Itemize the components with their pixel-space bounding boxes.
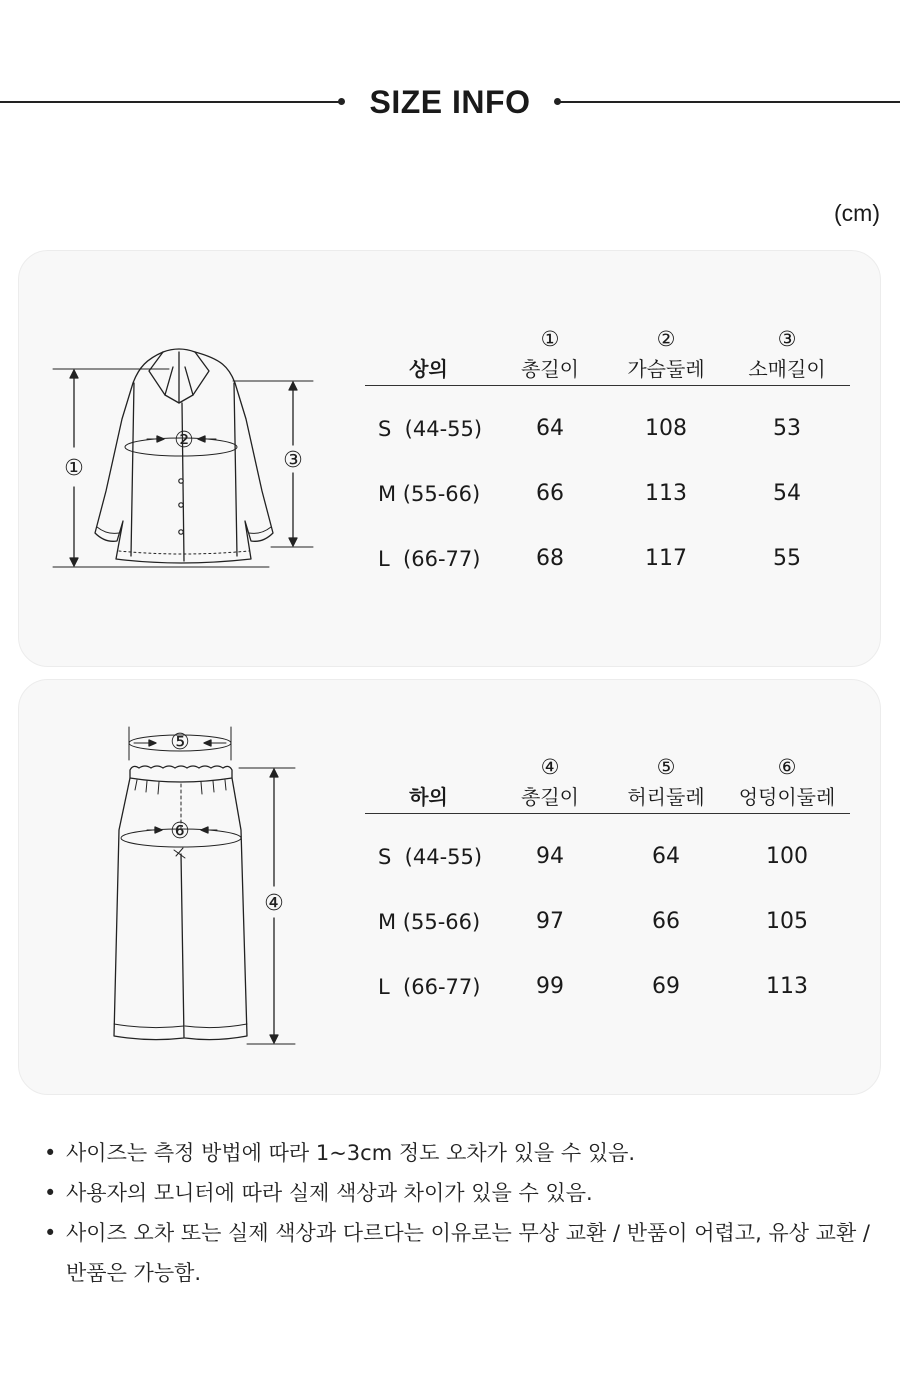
size-value: 68 [536, 546, 564, 571]
size-label: S (44-55) [378, 844, 483, 869]
table-row [365, 889, 850, 954]
size-value: 66 [536, 481, 564, 506]
table-row [365, 954, 850, 1019]
size-value: 99 [536, 974, 564, 999]
size-value: 69 [652, 974, 680, 999]
size-label: M (55-66) [378, 481, 481, 506]
size-label: L (66-77) [378, 546, 481, 571]
table-row [365, 386, 850, 462]
table-header-row [365, 315, 850, 386]
bottom-size-table [365, 743, 850, 1019]
col-label: 엉덩이둘레 [738, 785, 836, 809]
pants-diagram-icon [19, 680, 359, 1094]
title-divider-right [558, 101, 900, 103]
col-num: ⑤ [656, 755, 676, 779]
note-item: • 사이즈는 측정 방법에 따라 1~3cm 정도 오차가 있을 수 있음. [44, 1133, 874, 1173]
shirt-mark-chest: ② [174, 428, 194, 453]
size-value: 113 [766, 974, 808, 999]
note-item: • 사이즈 오차 또는 실제 색상과 다르다는 이유로는 무상 교환 / 반품이 어렵고, 유상 교환 / 반품은 가능함. [44, 1213, 874, 1293]
shirt-mark-length: ① [64, 456, 84, 481]
size-value: 108 [645, 416, 687, 441]
size-value: 94 [536, 844, 564, 869]
page-title: SIZE INFO [369, 84, 531, 120]
shirt-diagram-icon [19, 251, 359, 666]
col-num: ④ [540, 755, 560, 779]
size-value: 100 [766, 844, 808, 869]
size-label: S (44-55) [378, 416, 483, 441]
size-value: 117 [645, 546, 687, 571]
top-size-table [365, 315, 850, 591]
pants-mark-waist: ⑤ [170, 730, 190, 755]
size-value: 64 [536, 416, 564, 441]
col-num: ③ [777, 327, 797, 351]
col-num: ⑥ [777, 755, 797, 779]
note-item: • 사용자의 모니터에 따라 실제 색상과 차이가 있을 수 있음. [44, 1173, 874, 1213]
col-label: 가슴둘레 [627, 357, 705, 381]
col-label: 소매길이 [748, 357, 826, 381]
col-label: 허리둘레 [627, 785, 705, 809]
size-value: 105 [766, 909, 808, 934]
table-row [365, 814, 850, 890]
size-label: L (66-77) [378, 974, 481, 999]
col-num: ① [540, 327, 560, 351]
size-value: 64 [652, 844, 680, 869]
size-value: 66 [652, 909, 680, 934]
table-header-row [365, 743, 850, 814]
col-num: ② [656, 327, 676, 351]
top-size-card [18, 250, 881, 667]
bottom-size-card [18, 679, 881, 1095]
shirt-mark-sleeve: ③ [283, 448, 303, 473]
size-value: 55 [773, 546, 801, 571]
size-label: M (55-66) [378, 909, 481, 934]
category-label: 하의 [409, 785, 448, 809]
size-value: 113 [645, 481, 687, 506]
table-row [365, 461, 850, 526]
pants-mark-length: ④ [264, 891, 284, 916]
size-value: 97 [536, 909, 564, 934]
table-row [365, 526, 850, 591]
col-label: 총길이 [521, 357, 579, 381]
size-value: 54 [773, 481, 801, 506]
unit-label: (cm) [834, 200, 880, 226]
size-value: 53 [773, 416, 801, 441]
col-label: 총길이 [521, 785, 579, 809]
pants-mark-hip: ⑥ [170, 819, 190, 844]
category-label: 상의 [409, 357, 448, 381]
section-title [0, 78, 900, 126]
notes-list [44, 1133, 874, 1293]
